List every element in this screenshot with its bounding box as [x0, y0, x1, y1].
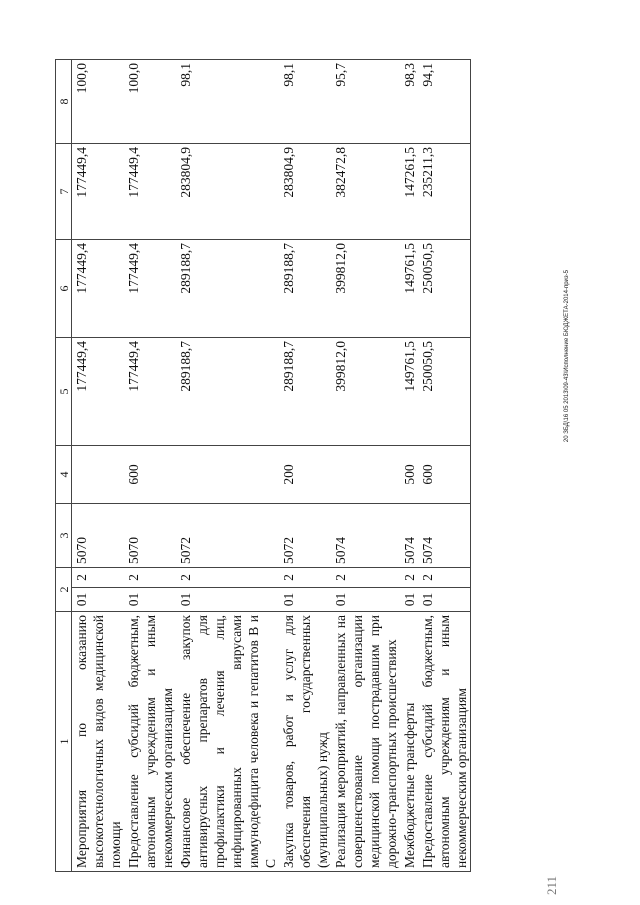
row-expense-type-cell — [72, 446, 125, 504]
table-row — [331, 60, 400, 872]
file-path-note: 20 ЗБД\16 05 2013\09-43\Исполнение БЮДЖЕТА-2014-приз-5 — [564, 270, 570, 443]
row-name-cell: Закупка товаров, работ и услуг для обеспечения государственных (муниципальных) нужд — [279, 612, 331, 872]
row-expense-type-cell: 500 — [400, 446, 418, 504]
header-col-1: 1 — [56, 612, 72, 872]
row-expense-type-cell — [176, 446, 279, 504]
header-col-5: 5 — [56, 338, 72, 446]
row-subsection-code-cell: 2 — [418, 568, 471, 588]
row-col6-value-cell: 149761,5 — [400, 240, 418, 338]
row-col8-percent-cell: 98,3 — [400, 60, 418, 144]
row-col8-percent-cell: 98,1 — [279, 60, 331, 144]
table-row — [418, 60, 471, 872]
table-row — [400, 60, 418, 872]
row-col6-value-cell: 177449,4 — [124, 240, 176, 338]
row-target-article-cell: 5072 — [279, 504, 331, 568]
row-name-cell: Предоставление субсидий бюджетным, автономным учреждениям и иным некоммерческим организациям — [124, 612, 176, 872]
row-col6-value-cell: 250050,5 — [418, 240, 471, 338]
row-subsection-code-cell: 2 — [72, 568, 125, 588]
row-section-code-cell: 01 — [418, 588, 471, 612]
row-section-code-cell: 01 — [400, 588, 418, 612]
row-col5-value-cell: 177449,4 — [124, 338, 176, 446]
row-subsection-code-cell: 2 — [279, 568, 331, 588]
row-col5-value-cell: 399812,0 — [331, 338, 400, 446]
header-col-2: 2 — [56, 568, 72, 612]
row-section-code-cell: 01 — [176, 588, 279, 612]
page-number: 211 — [544, 875, 559, 895]
row-subsection-code-cell: 2 — [331, 568, 400, 588]
header-col-6: 6 — [56, 240, 72, 338]
table-header-row — [56, 60, 72, 872]
row-col8-percent-cell: 95,7 — [331, 60, 400, 144]
row-col7-value-cell: 283804,9 — [279, 144, 331, 240]
row-subsection-code-cell: 2 — [400, 568, 418, 588]
row-section-code-cell: 01 — [72, 588, 125, 612]
row-col8-percent-cell: 100,0 — [124, 60, 176, 144]
row-section-code-cell: 01 — [331, 588, 400, 612]
row-target-article-cell: 5074 — [331, 504, 400, 568]
row-target-article-cell: 5070 — [72, 504, 125, 568]
row-col6-value-cell: 399812,0 — [331, 240, 400, 338]
row-expense-type-cell — [331, 446, 400, 504]
row-col7-value-cell: 147261,5 — [400, 144, 418, 240]
row-section-code-cell: 01 — [279, 588, 331, 612]
row-name-cell: Предоставление субсидий бюджетным, автономным учреждениям и иным некоммерческим организациям — [418, 612, 471, 872]
row-target-article-cell: 5070 — [124, 504, 176, 568]
row-col7-value-cell: 177449,4 — [124, 144, 176, 240]
table-row — [124, 60, 176, 872]
row-target-article-cell: 5074 — [400, 504, 418, 568]
header-col-3: 3 — [56, 504, 72, 568]
row-name-cell: Мероприятия по оказанию высокотехнологичных видов медицинской помощи — [72, 612, 125, 872]
table-row — [72, 60, 125, 872]
row-expense-type-cell: 600 — [124, 446, 176, 504]
header-col-7: 7 — [56, 144, 72, 240]
row-col7-value-cell: 177449,4 — [72, 144, 125, 240]
row-col7-value-cell: 382472,8 — [331, 144, 400, 240]
row-target-article-cell: 5072 — [176, 504, 279, 568]
table-row — [176, 60, 279, 872]
row-col6-value-cell: 289188,7 — [176, 240, 279, 338]
header-col-4: 4 — [56, 446, 72, 504]
row-target-article-cell: 5074 — [418, 504, 471, 568]
budget-execution-table — [55, 59, 471, 872]
row-col5-value-cell: 289188,7 — [279, 338, 331, 446]
row-col5-value-cell: 250050,5 — [418, 338, 471, 446]
row-col5-value-cell: 289188,7 — [176, 338, 279, 446]
header-col-8: 8 — [56, 60, 72, 144]
row-subsection-code-cell: 2 — [176, 568, 279, 588]
row-name-cell: Финансовое обеспечение закупок антивирусных препаратов для профилактики и лечения лиц, инфицированных вирусами иммунодефицита человека и гепатитов B и C — [176, 612, 279, 872]
row-col5-value-cell: 149761,5 — [400, 338, 418, 446]
row-col8-percent-cell: 94,1 — [418, 60, 471, 144]
row-expense-type-cell: 200 — [279, 446, 331, 504]
row-col6-value-cell: 177449,4 — [72, 240, 125, 338]
row-section-code-cell: 01 — [124, 588, 176, 612]
row-col7-value-cell: 283804,9 — [176, 144, 279, 240]
row-name-cell: Межбюджетные трансферты — [400, 612, 418, 872]
row-subsection-code-cell: 2 — [124, 568, 176, 588]
rotated-page-content — [55, 60, 533, 872]
row-col5-value-cell: 177449,4 — [72, 338, 125, 446]
row-col6-value-cell: 289188,7 — [279, 240, 331, 338]
table-row — [279, 60, 331, 872]
row-col8-percent-cell: 98,1 — [176, 60, 279, 144]
row-col7-value-cell: 235211,3 — [418, 144, 471, 240]
row-expense-type-cell: 600 — [418, 446, 471, 504]
row-name-cell: Реализация мероприятий, направленных на совершенствование организации медицинской помощи пострадавшим при дорожно-транспортных происшествиях — [331, 612, 400, 872]
row-col8-percent-cell: 100,0 — [72, 60, 125, 144]
